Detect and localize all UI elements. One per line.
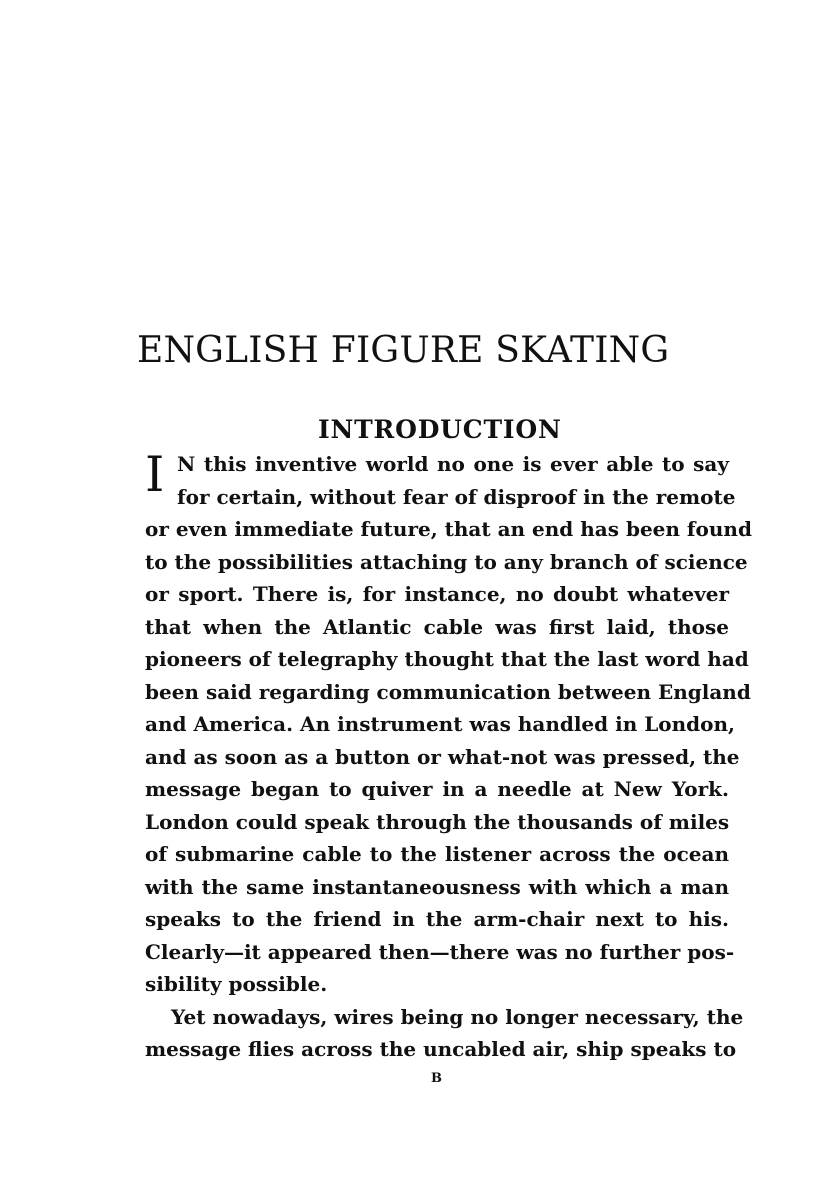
- text-line: that when the Atlantic cable was first laid, those: [145, 614, 729, 639]
- text-line: of submarine cable to the listener across the ocean: [145, 842, 729, 866]
- chapter-title: INTRODUCTION: [318, 414, 562, 444]
- paragraph-2: [145, 1001, 744, 1066]
- text-line: been said regarding communication between England: [145, 679, 751, 704]
- text-line: or sport. There is, for instance, no doubt whatever: [145, 582, 729, 606]
- text-line: or even immediate future, that an end has been found: [145, 517, 752, 541]
- text-line: and as soon as a button or what-not was pressed, the: [145, 744, 740, 769]
- drop-cap: I: [145, 446, 165, 503]
- text-line: and America. An instrument was handled in London,: [145, 712, 735, 736]
- text-line: Yet nowadays, wires being no longer necessary, the: [171, 1004, 744, 1029]
- text-line: message flies across the uncabled air, ship speaks to: [145, 1037, 737, 1061]
- text-line: with the same instantaneousness with which a man: [145, 874, 729, 899]
- text-line: speaks to the friend in the arm-chair next to his.: [145, 907, 729, 931]
- signature-mark: B: [431, 1071, 442, 1086]
- text-line: message began to quiver in a needle at New York.: [145, 777, 729, 801]
- text-line: N this inventive world no one is ever able to say: [177, 452, 729, 476]
- text-line: for certain, without fear of disproof in the remote: [177, 484, 736, 509]
- text-line: Clearly—it appeared then—there was no further pos-: [145, 939, 735, 964]
- paragraph-1: [145, 448, 752, 1001]
- text-line: to the possibilities attaching to any branch of science: [145, 549, 748, 574]
- text-line: pioneers of telegraphy thought that the last word had: [145, 647, 749, 671]
- book-title: ENGLISH FIGURE SKATING: [137, 330, 670, 372]
- text-line: sibility possible.: [145, 972, 328, 996]
- body-text: [145, 448, 752, 1066]
- text-line: London could speak through the thousands of miles: [145, 809, 730, 834]
